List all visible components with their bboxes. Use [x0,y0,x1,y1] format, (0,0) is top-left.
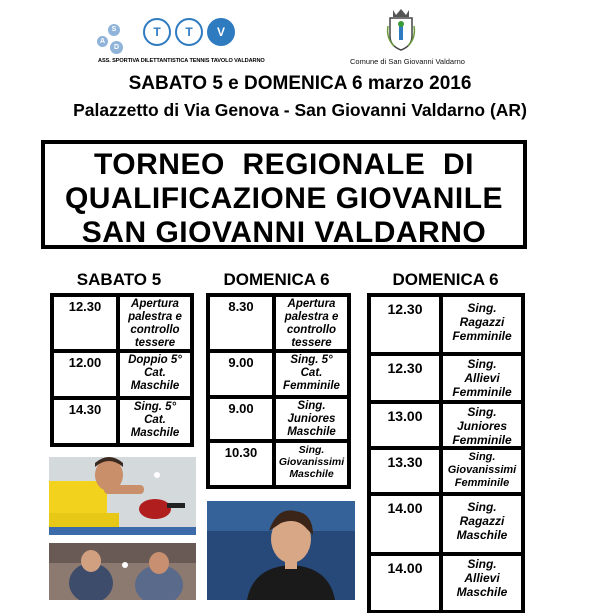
time-cell: 14.30 [52,398,118,445]
comune-crest-icon [384,6,418,52]
activity-cell: Sing. Ragazzi Femminile [441,295,523,354]
logo-ring: V [207,18,235,46]
activity-cell: Sing. Ragazzi Maschile [441,494,523,554]
day-heading-sunday: DOMENICA 6 [223,270,330,289]
day-heading-saturday: SABATO 5 [76,270,162,289]
schedule-table-saturday [50,293,194,447]
logo-ball: A [97,36,108,47]
time-cell: 12.30 [369,295,441,354]
event-venue: Palazzetto di Via Genova - San Giovanni Valdarno (AR) [73,100,527,120]
logo-ball: S [108,24,120,36]
activity-cell: Sing. 5° Cat. Maschile [118,398,192,445]
activity-cell: Doppio 5° Cat. Maschile [118,351,192,398]
player-photo-female [207,501,355,600]
tournament-title-box [41,140,527,249]
time-cell: 12.30 [52,295,118,351]
table-row [52,295,192,351]
time-cell: 10.30 [208,441,274,487]
table-row [369,448,523,494]
activity-cell: Sing. Allievi Femminile [441,354,523,402]
schedule-table-sunday-afternoon [367,293,525,613]
association-name: ASS. SPORTIVA DILETTANTISTICA TENNIS TAVOLO VALDARNO [98,58,265,64]
logo-ring: T [175,18,203,46]
table-row [369,354,523,402]
table-row [369,402,523,448]
event-dates: SABATO 5 e DOMENICA 6 marzo 2016 [128,73,472,94]
time-cell: 12.00 [52,351,118,398]
activity-cell: Apertura palestra e controllo tessere [118,295,192,351]
table-row [52,351,192,398]
day-heading-sunday: DOMENICA 6 [392,270,499,289]
activity-cell: Sing. Giovanissimi Femminile [441,448,523,494]
logo-ring: T [143,18,171,46]
time-cell: 14.00 [369,554,441,612]
table-row [208,295,349,351]
activity-cell: Sing. 5° Cat. Femminile [274,351,349,397]
time-cell: 8.30 [208,295,274,351]
time-cell: 13.30 [369,448,441,494]
player-photo-doubles [49,543,196,600]
activity-cell: Sing. Giovanissimi Maschile [274,441,349,487]
comune-name: Comune di San Giovanni Valdarno [350,57,465,66]
time-cell: 12.30 [369,354,441,402]
table-row [369,554,523,612]
activity-cell: Sing. Juniores Maschile [274,397,349,441]
time-cell: 9.00 [208,397,274,441]
table-row [208,351,349,397]
schedule-table-sunday-morning [206,293,351,489]
player-photo-male [49,457,196,535]
time-cell: 13.00 [369,402,441,448]
table-row [52,398,192,445]
activity-cell: Sing. Juniores Femminile [441,402,523,448]
logo-ball: D [110,41,123,54]
table-row [369,494,523,554]
table-row [208,397,349,441]
table-row [208,441,349,487]
time-cell: 14.00 [369,494,441,554]
title-line: QUALIFICAZIONE GIOVANILE [64,182,504,215]
activity-cell: Sing. Allievi Maschile [441,554,523,612]
time-cell: 9.00 [208,351,274,397]
title-line: TORNEO REGIONALE DI [94,148,474,181]
activity-cell: Apertura palestra e controllo tessere [274,295,349,351]
title-line: SAN GIOVANNI VALDARNO [81,216,487,249]
table-row [369,295,523,354]
